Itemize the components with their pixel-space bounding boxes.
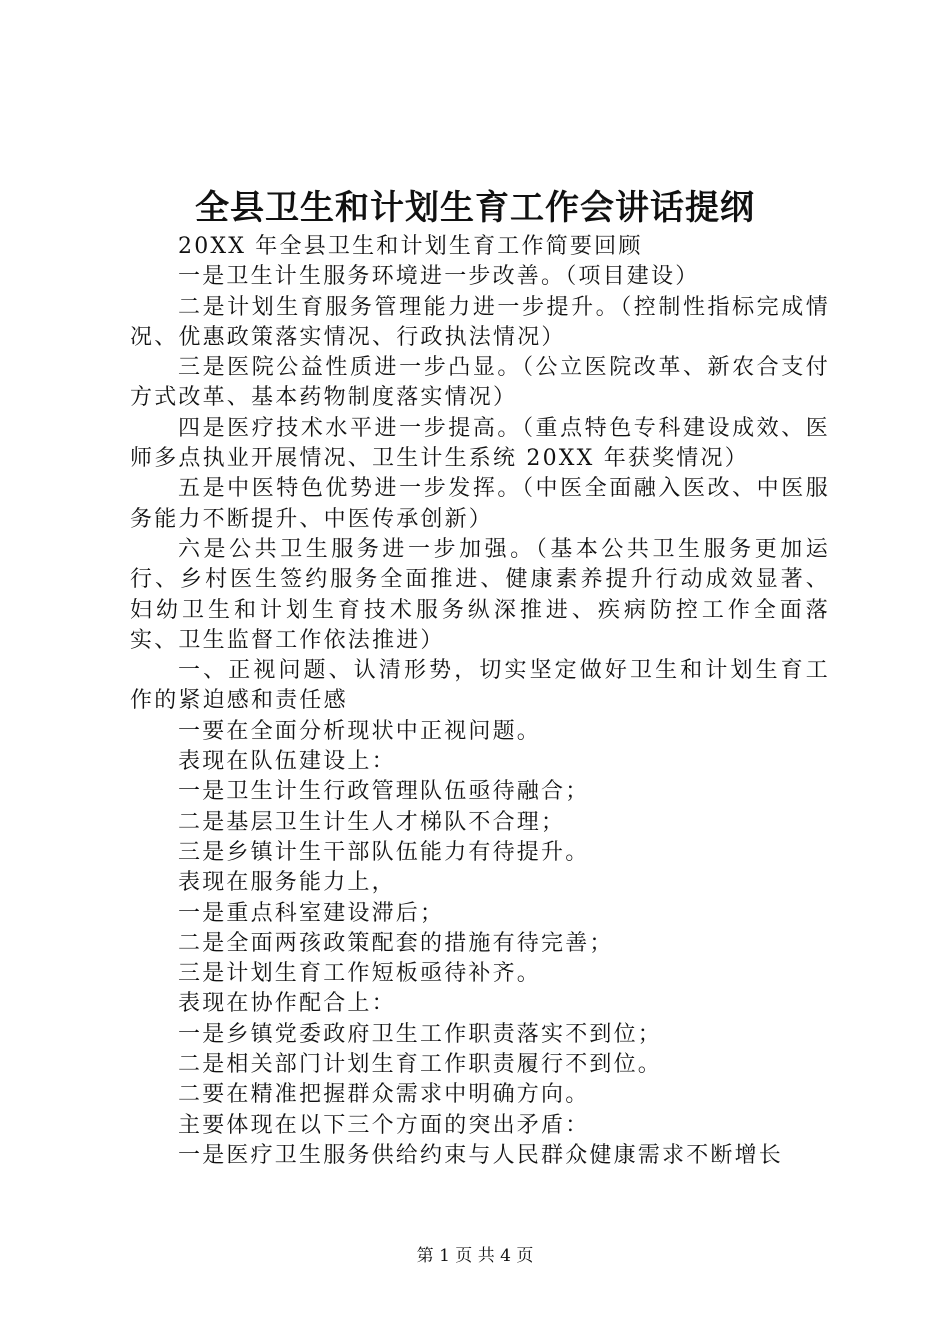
paragraph: 二是相关部门计划生育工作职责履行不到位。 bbox=[178, 1052, 663, 1078]
paragraph: 主要体现在以下三个方面的突出矛盾： bbox=[178, 1112, 590, 1138]
paragraph: 三是医院公益性质进一步凸显。（公立医院改革、新农合支付方式改革、基本药物制度落实情况） bbox=[130, 355, 830, 411]
paragraph: 二是基层卫生计生人才梯队不合理； bbox=[178, 809, 566, 835]
paragraph: 一是卫生计生服务环境进一步改善。（项目建设） bbox=[178, 264, 700, 290]
paragraph: 六是公共卫生服务进一步加强。（基本公共卫生服务更加运行、乡村医生签约服务全面推进、健康素养提升行动成效显著、妇幼卫生和计划生育技术服务纵深推进、疾病防控工作全面落实、卫生监督工作依法推进） bbox=[130, 536, 830, 653]
paragraph: 三是计划生育工作短板亟待补齐。 bbox=[178, 961, 542, 987]
paragraph: 四是医疗技术水平进一步提高。（重点特色专科建设成效、医师多点执业开展情况、卫生计生系统 20XX 年获奖情况） bbox=[130, 415, 830, 472]
paragraph: 二是计划生育服务管理能力进一步提升。（控制性指标完成情况、优惠政策落实情况、行政执法情况） bbox=[130, 294, 830, 350]
paragraph: 表现在协作配合上： bbox=[178, 991, 396, 1017]
paragraph: 二要在精准把握群众需求中明确方向。 bbox=[178, 1082, 590, 1108]
paragraph: 一是重点科室建设滞后； bbox=[178, 900, 445, 926]
document-title: 全县卫生和计划生育工作会讲话提纲 bbox=[195, 188, 755, 228]
paragraph: 一、正视问题、认清形势，切实坚定做好卫生和计划生育工作的紧迫感和责任感 bbox=[130, 658, 830, 714]
paragraph: 五是中医特色优势进一步发挥。（中医全面融入医改、中医服务能力不断提升、中医传承创新） bbox=[130, 476, 830, 532]
paragraph: 一要在全面分析现状中正视问题。 bbox=[178, 718, 542, 744]
document-body bbox=[130, 232, 830, 1171]
paragraph: 20XX 年全县卫生和计划生育工作简要回顾 bbox=[178, 234, 643, 259]
paragraph: 二是全面两孩政策配套的措施有待完善； bbox=[178, 930, 614, 956]
page-footer: 第 1 页 共 4 页 bbox=[416, 1246, 534, 1266]
paragraph: 一是医疗卫生服务供给约束与人民群众健康需求不断增长 bbox=[178, 1142, 784, 1168]
paragraph: 一是卫生计生行政管理队伍亟待融合； bbox=[178, 779, 590, 805]
paragraph: 一是乡镇党委政府卫生工作职责落实不到位； bbox=[178, 1021, 663, 1047]
paragraph: 三是乡镇计生干部队伍能力有待提升。 bbox=[178, 839, 590, 865]
paragraph: 表现在服务能力上， bbox=[178, 870, 396, 896]
paragraph: 表现在队伍建设上： bbox=[178, 749, 396, 775]
